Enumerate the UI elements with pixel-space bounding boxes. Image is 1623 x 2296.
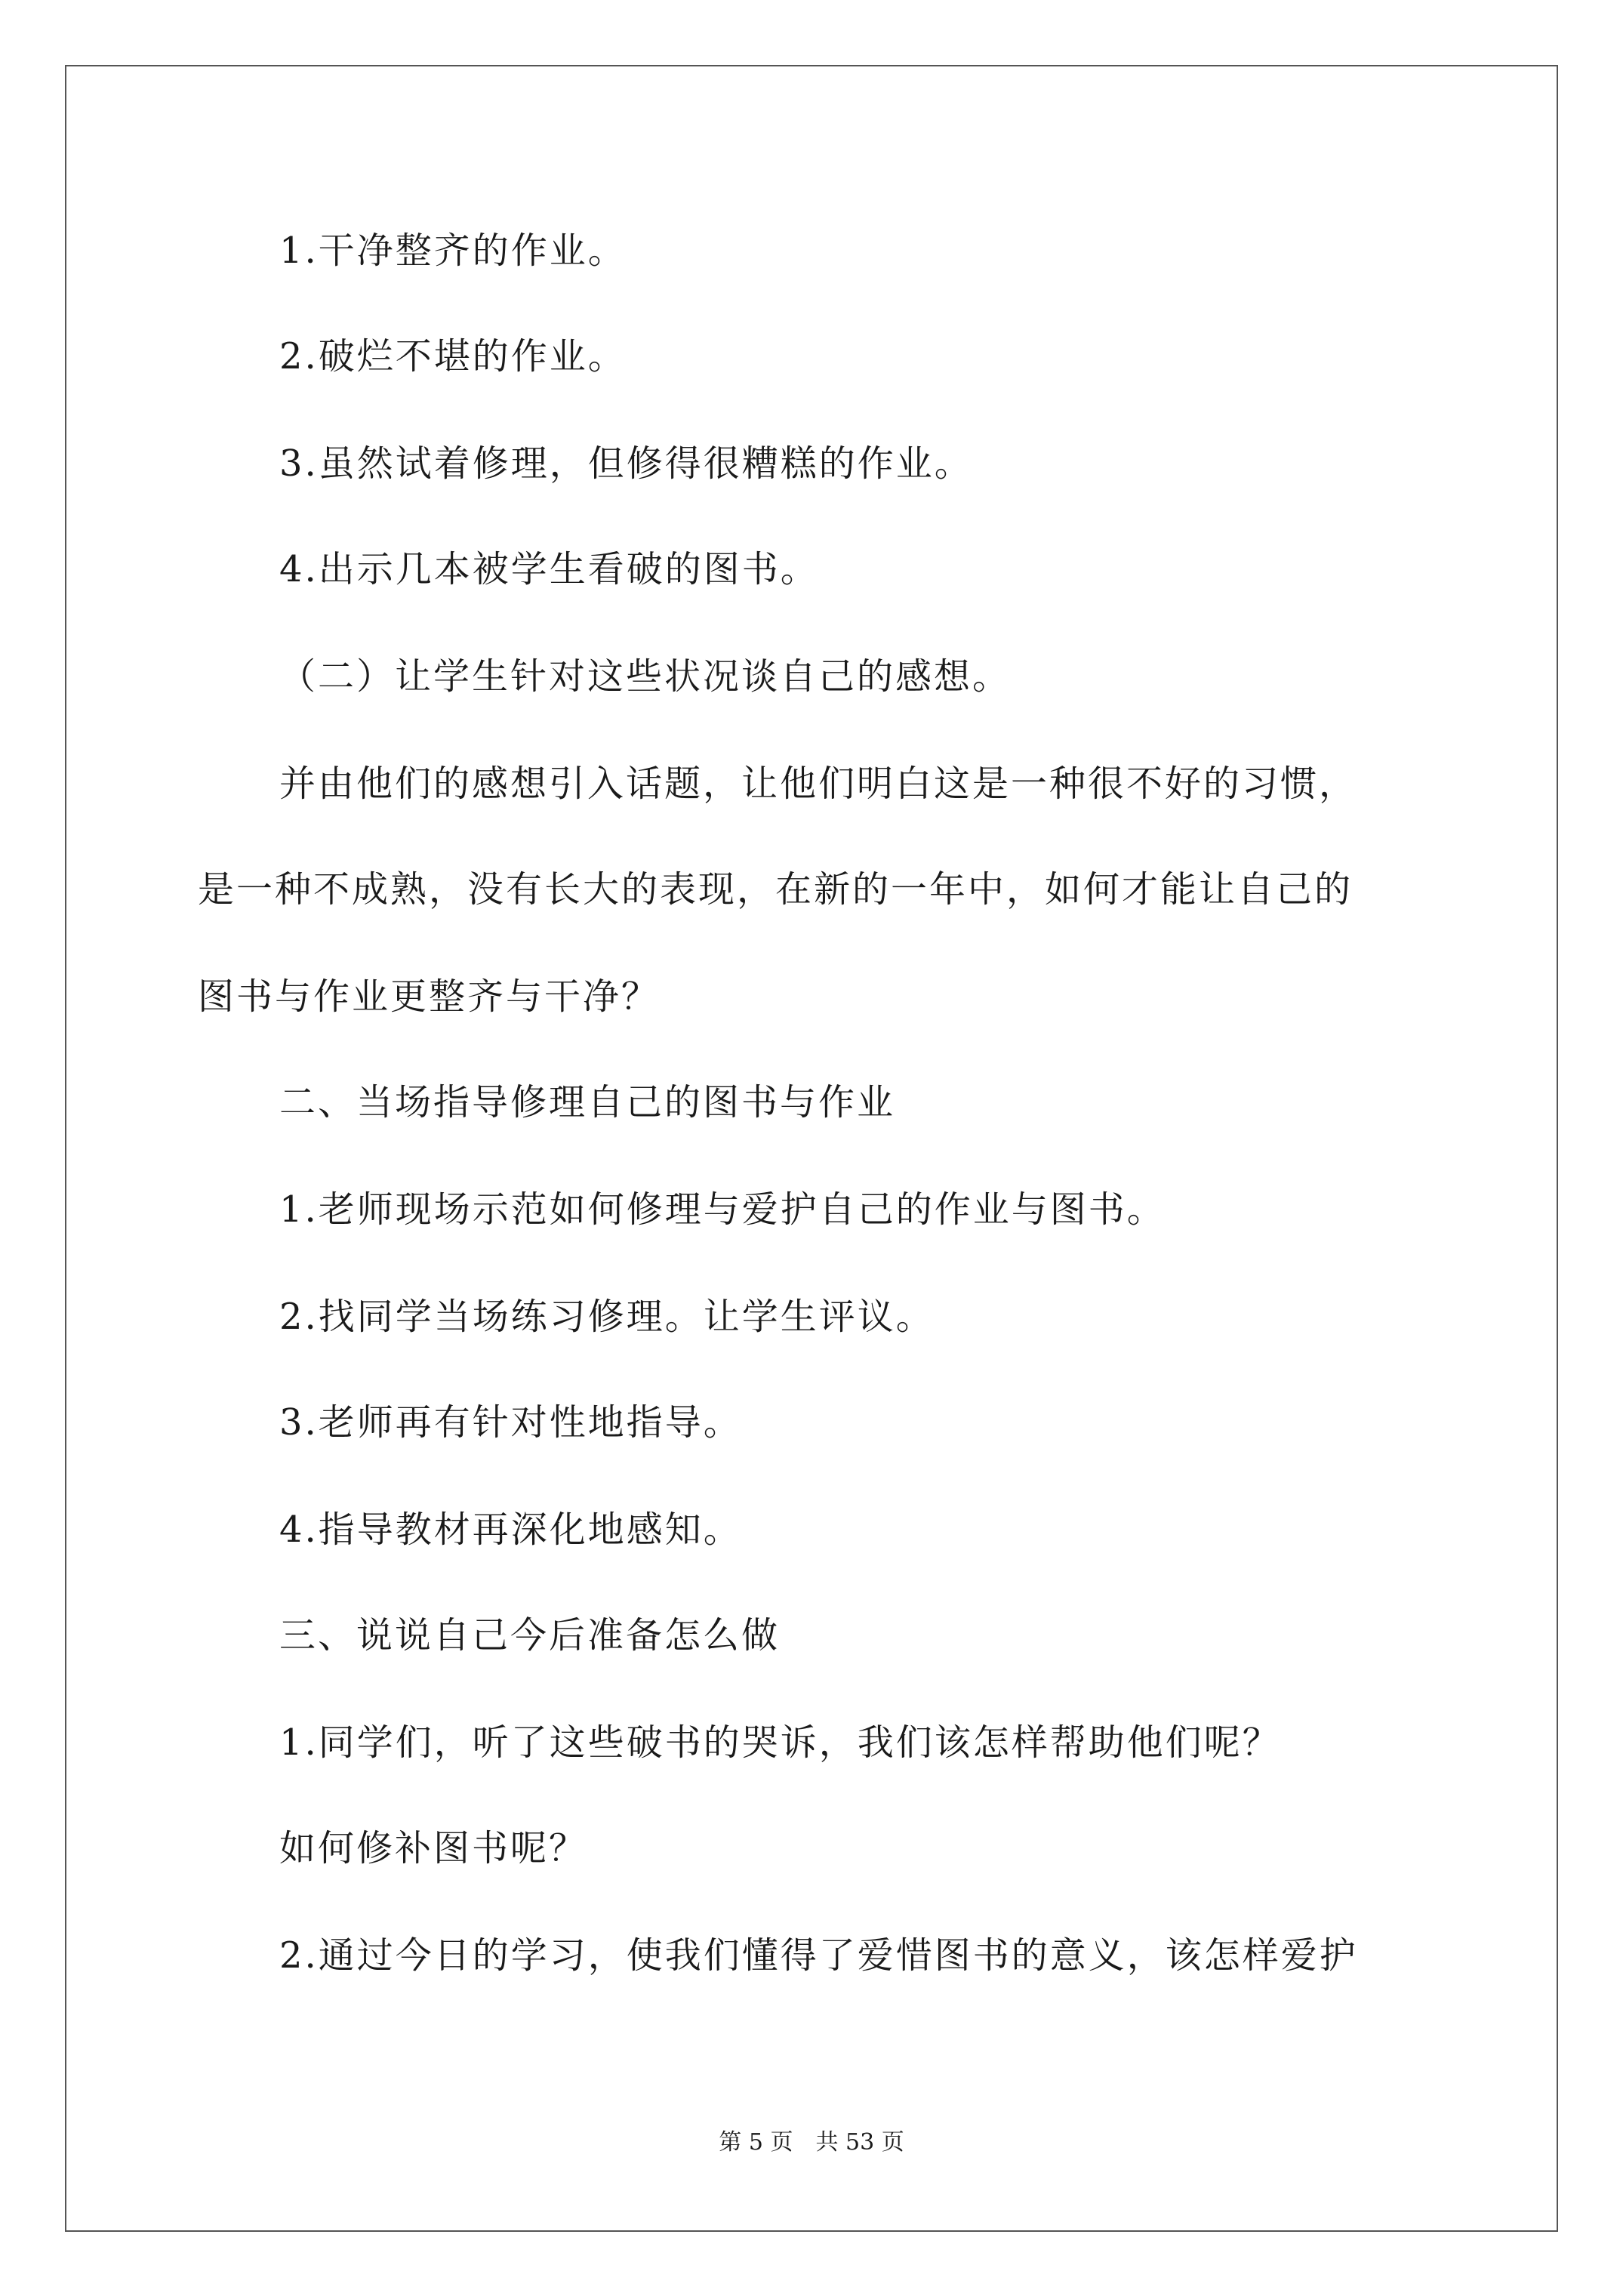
text-line-12: 3.老师再有针对性地指导。 [279,1401,742,1444]
page-number-footer: 第 5 页 共 53 页 [719,2129,904,2156]
text-line-11: 2.找同学当场练习修理。让学生评议。 [279,1296,935,1338]
text-line-17: 2.通过今日的学习，使我们懂得了爱惜图书的意义，该怎样爱护 [279,1934,1358,1977]
text-line-16: 如何修补图书呢？ [279,1827,588,1869]
text-line-8: 图书与作业更整齐与干净？ [198,975,661,1018]
text-line-10: 1.老师现场示范如何修理与爱护自己的作业与图书。 [279,1188,1166,1231]
section-heading-2: 二、当场指导修理自己的图书与作业 [279,1081,896,1123]
text-line-3: 3.虽然试着修理，但修得很糟糕的作业。 [279,442,973,485]
text-line-1: 1.干净整齐的作业。 [279,230,627,272]
text-line-15: 1.同学们，听了这些破书的哭诉，我们该怎样帮助他们呢？ [279,1721,1281,1764]
text-line-2: 2.破烂不堪的作业。 [279,335,627,378]
text-line-13: 4.指导教材再深化地感知。 [279,1509,742,1551]
section-heading-3: 三、说说自己今后准备怎么做 [279,1614,781,1657]
section-subheading: （二）让学生针对这些状况谈自己的感想。 [279,655,1012,698]
text-line-6: 并由他们的感想引入话题，让他们明白这是一种很不好的习惯， [279,763,1358,805]
text-line-4: 4.出示几本被学生看破的图书。 [279,548,819,590]
text-line-7: 是一种不成熟，没有长大的表现，在新的一年中，如何才能让自己的 [198,868,1354,911]
